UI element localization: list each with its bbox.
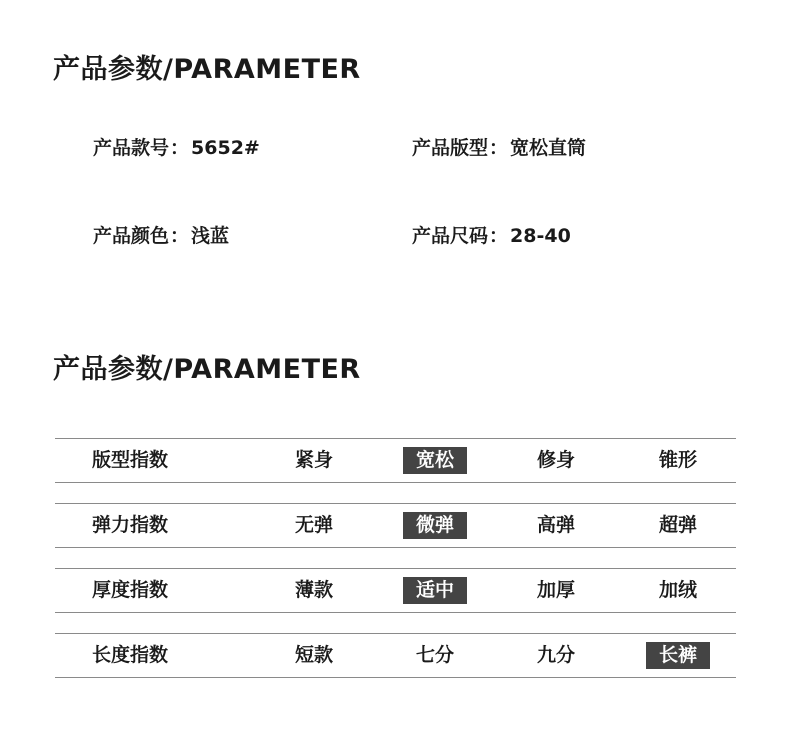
option-fleece: 加绒 (658, 579, 697, 601)
info-label: 产品款号 (93, 137, 170, 159)
info-item-size (412, 224, 571, 248)
info-item-style-number (93, 136, 260, 160)
option-no-stretch: 无弹 (294, 514, 333, 536)
param-row-length-index (55, 633, 736, 678)
info-value: 28-40 (510, 225, 571, 247)
option-medium: 适中 (403, 577, 467, 604)
option-seven-tenths: 七分 (415, 644, 454, 666)
option-loose: 宽松 (403, 447, 467, 474)
info-separator: ： (170, 225, 190, 247)
option-nine-tenths: 九分 (536, 644, 575, 666)
option-high-stretch: 高弹 (536, 514, 575, 536)
info-separator: ： (489, 225, 509, 247)
option-slight-stretch: 微弹 (403, 512, 467, 539)
option-thin: 薄款 (294, 579, 333, 601)
section-title-basic-info: 产品参数/PARAMETER (53, 54, 361, 85)
option-thick: 加厚 (536, 579, 575, 601)
info-value: 浅蓝 (191, 225, 230, 247)
option-tight: 紧身 (294, 449, 333, 471)
info-label: 产品版型 (412, 137, 489, 159)
option-tapered: 锥形 (658, 449, 697, 471)
info-value: 5652# (191, 137, 260, 159)
option-super-stretch: 超弹 (658, 514, 697, 536)
row-label: 版型指数 (92, 449, 169, 471)
row-label: 弹力指数 (92, 514, 169, 536)
param-row-stretch-index (55, 503, 736, 548)
info-item-color (93, 224, 229, 248)
info-value: 宽松直筒 (510, 137, 587, 159)
info-separator: ： (170, 137, 190, 159)
row-label: 长度指数 (92, 644, 169, 666)
param-row-thickness-index (55, 568, 736, 613)
info-label: 产品颜色 (93, 225, 170, 247)
section-title-parameter-index: 产品参数/PARAMETER (53, 354, 361, 385)
option-short: 短款 (294, 644, 333, 666)
option-full-length: 长裤 (646, 642, 710, 669)
param-row-fit-index (55, 438, 736, 483)
info-label: 产品尺码 (412, 225, 489, 247)
info-item-fit-type (412, 136, 586, 160)
info-separator: ： (489, 137, 509, 159)
option-slim: 修身 (536, 449, 575, 471)
row-label: 厚度指数 (92, 579, 169, 601)
